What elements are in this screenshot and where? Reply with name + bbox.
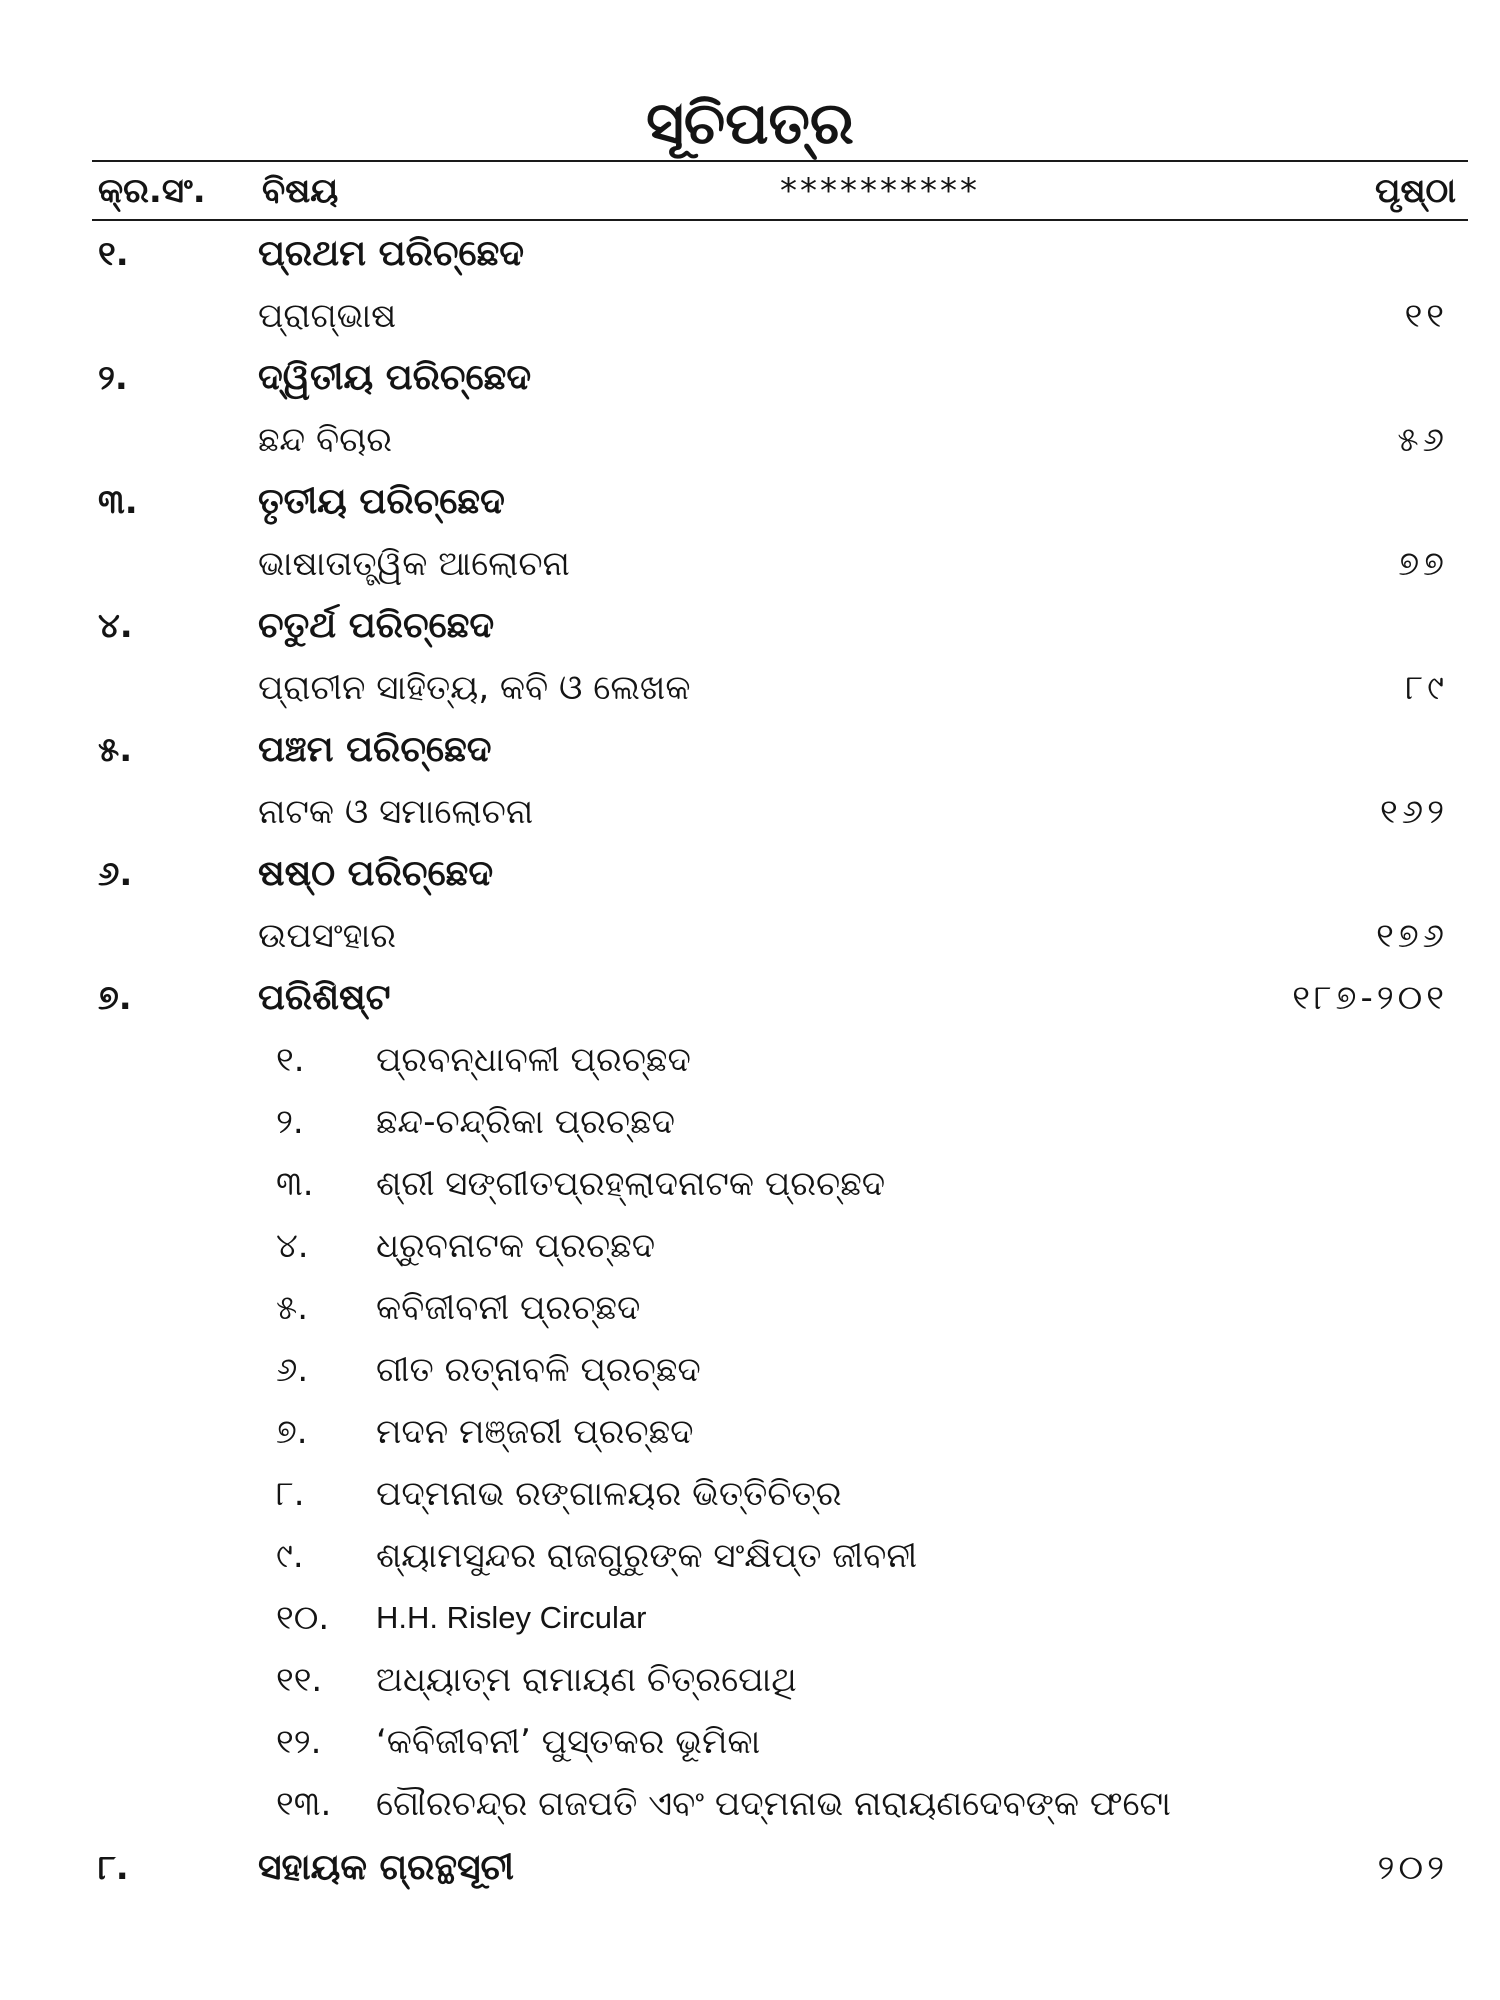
page-number: ୫୬ — [1397, 420, 1448, 460]
page-column-header: ପୃଷ୍ଠା — [1375, 171, 1456, 211]
chapter-row — [0, 722, 1500, 778]
chapter-row — [0, 846, 1500, 902]
chapter-subtitle: ଉପସଂହାର — [258, 916, 397, 956]
chapter-subtitle: ନାଟକ ଓ ସମାଲୋଚନା — [258, 792, 534, 832]
page-number: ୧୭୬ — [1376, 916, 1448, 956]
appendix-item — [0, 1776, 1500, 1832]
bibliography-title: ସହାୟକ ଗ୍ରନ୍ଥସୂଚୀ — [258, 1847, 514, 1888]
appendix-item-number: ୧. — [276, 1040, 305, 1080]
appendix-item-title: ଶ୍ରୀ ସଙ୍ଗୀତପ୍ରହ୍ଲାଦନାଟକ ପ୍ରଚ୍ଛଦ — [376, 1164, 886, 1204]
appendix-item — [0, 1094, 1500, 1150]
appendix-item-title: ଅଧ୍ୟାତ୍ମ ରାମାୟଣ ଚିତ୍ରପୋଥି — [376, 1660, 797, 1700]
appendix-item — [0, 1466, 1500, 1522]
appendix-item-title: ପ୍ରବନ୍ଧାବଳୀ ପ୍ରଚ୍ଛଦ — [376, 1040, 691, 1080]
chapter-title: ତୃତୀୟ ପରିଚ୍ଛେଦ — [258, 481, 505, 522]
chapter-subtitle-row — [0, 784, 1500, 840]
page-number: ୧୧ — [1404, 296, 1448, 336]
appendix-item — [0, 1342, 1500, 1398]
appendix-item-number: ୧୨. — [276, 1722, 322, 1762]
appendix-row — [0, 970, 1500, 1026]
page-title: ସୂଚିପତ୍ର — [646, 89, 854, 157]
appendix-item-number: ୨. — [276, 1102, 304, 1142]
chapter-number: ୮. — [98, 1848, 129, 1888]
page-number: ୧୮୭-୨୦୧ — [1292, 978, 1448, 1018]
page-number: ୧୬୨ — [1380, 792, 1448, 832]
subject-column-header: ବିଷୟ — [262, 171, 339, 211]
appendix-item-number: ୧୩. — [276, 1784, 332, 1824]
appendix-item-number: ୯. — [276, 1536, 304, 1576]
appendix-item-number: ୩. — [276, 1164, 314, 1204]
chapter-title: ପଞ୍ଚମ ପରିଚ୍ଛେଦ — [258, 729, 492, 770]
appendix-item — [0, 1590, 1500, 1646]
appendix-item-number: ୧୦. — [276, 1598, 330, 1638]
page-number: ୨୦୨ — [1377, 1848, 1448, 1888]
appendix-item-title: ଛନ୍ଦ-ଚନ୍ଦ୍ରିକା ପ୍ରଚ୍ଛଦ — [376, 1102, 676, 1142]
header-bottom-rule — [92, 219, 1468, 221]
appendix-item-title: କବିଜୀବନୀ ପ୍ରଚ୍ଛଦ — [376, 1288, 641, 1328]
appendix-title: ପରିଶିଷ୍ଟ — [258, 977, 391, 1018]
chapter-number: ୨. — [98, 358, 128, 398]
chapter-title: ଚତୁର୍ଥ ପରିଚ୍ଛେଦ — [258, 605, 495, 646]
appendix-item — [0, 1528, 1500, 1584]
chapter-subtitle-row — [0, 536, 1500, 592]
appendix-item-title: ଧ୍ରୁବନାଟକ ପ୍ରଚ୍ଛଦ — [376, 1226, 656, 1266]
chapter-subtitle-row — [0, 288, 1500, 344]
chapter-row — [0, 474, 1500, 530]
chapter-number: ୬. — [98, 854, 133, 894]
chapter-subtitle: ପ୍ରାଗ୍‌ଭାଷ — [258, 296, 397, 336]
appendix-item — [0, 1280, 1500, 1336]
appendix-item-title: ଶ୍ୟାମସୁନ୍ଦର ରାଜଗୁରୁଙ୍କ ସଂକ୍ଷିପ୍ତ ଜୀବନୀ — [376, 1536, 918, 1576]
decorative-stars: ********** — [780, 171, 980, 211]
page-number: ୭୭ — [1398, 544, 1448, 584]
appendix-item — [0, 1714, 1500, 1770]
appendix-item-title: ମଦନ ମଞ୍ଜରୀ ପ୍ରଚ୍ଛଦ — [376, 1412, 694, 1452]
appendix-item — [0, 1652, 1500, 1708]
appendix-item — [0, 1156, 1500, 1212]
appendix-item-title: ଗୌରଚନ୍ଦ୍ର ଗଜପତି ଏବଂ ପଦ୍ମନାଭ ନାରାୟଣଦେବଙ୍କ ଫଟୋ — [376, 1784, 1171, 1824]
appendix-item — [0, 1404, 1500, 1460]
chapter-subtitle: ଭାଷାତାତ୍ତ୍ୱିକ ଆଲୋଚନା — [258, 544, 570, 584]
appendix-item-number: ୮. — [276, 1474, 305, 1514]
chapter-title: ଷଷ୍ଠ ପରିଚ୍ଛେଦ — [258, 853, 494, 894]
chapter-number: ୧. — [98, 234, 129, 274]
chapter-number: ୪. — [98, 606, 133, 646]
page-number: ୮୯ — [1405, 668, 1448, 708]
chapter-title: ଦ୍ୱିତୀୟ ପରିଚ୍ଛେଦ — [258, 357, 532, 398]
chapter-title: ପ୍ରଥମ ପରିଚ୍ଛେଦ — [258, 233, 525, 274]
chapter-number: ୫. — [98, 730, 133, 770]
bibliography-row — [0, 1840, 1500, 1896]
chapter-number: ୭. — [98, 978, 132, 1018]
appendix-item-title: ‘କବିଜୀବନୀ’ ପୁସ୍ତକର ଭୂମିକା — [376, 1722, 761, 1762]
chapter-row — [0, 350, 1500, 406]
header-top-rule — [92, 160, 1468, 162]
chapter-subtitle-row — [0, 908, 1500, 964]
chapter-subtitle-row — [0, 660, 1500, 716]
chapter-row — [0, 598, 1500, 654]
appendix-item-title: ଗୀତ ରତ୍ନାବଳି ପ୍ରଚ୍ଛଦ — [376, 1350, 701, 1390]
chapter-subtitle: ଛନ୍ଦ ବିଚାର — [258, 420, 393, 460]
chapter-subtitle-row — [0, 412, 1500, 468]
appendix-item-number: ୧୧. — [276, 1660, 323, 1700]
toc-header — [0, 168, 1500, 214]
appendix-item — [0, 1032, 1500, 1088]
appendix-item-title: ପଦ୍ମନାଭ ରଙ୍ଗାଳୟର ଭିତ୍ତିଚିତ୍ର — [376, 1474, 842, 1514]
appendix-item-number: ୪. — [276, 1226, 309, 1266]
chapter-number: ୩. — [98, 482, 138, 522]
appendix-item-number: ୬. — [276, 1350, 309, 1390]
appendix-item-number: ୫. — [276, 1288, 309, 1328]
serial-column-header: କ୍ର.ସଂ. — [98, 171, 206, 211]
chapter-row — [0, 226, 1500, 282]
appendix-item-title: H.H. Risley Circular — [376, 1600, 647, 1635]
chapter-subtitle: ପ୍ରାଚୀନ ସାହିତ୍ୟ, କବି ଓ ଲେଖକ — [258, 668, 691, 708]
appendix-item — [0, 1218, 1500, 1274]
appendix-item-number: ୭. — [276, 1412, 308, 1452]
